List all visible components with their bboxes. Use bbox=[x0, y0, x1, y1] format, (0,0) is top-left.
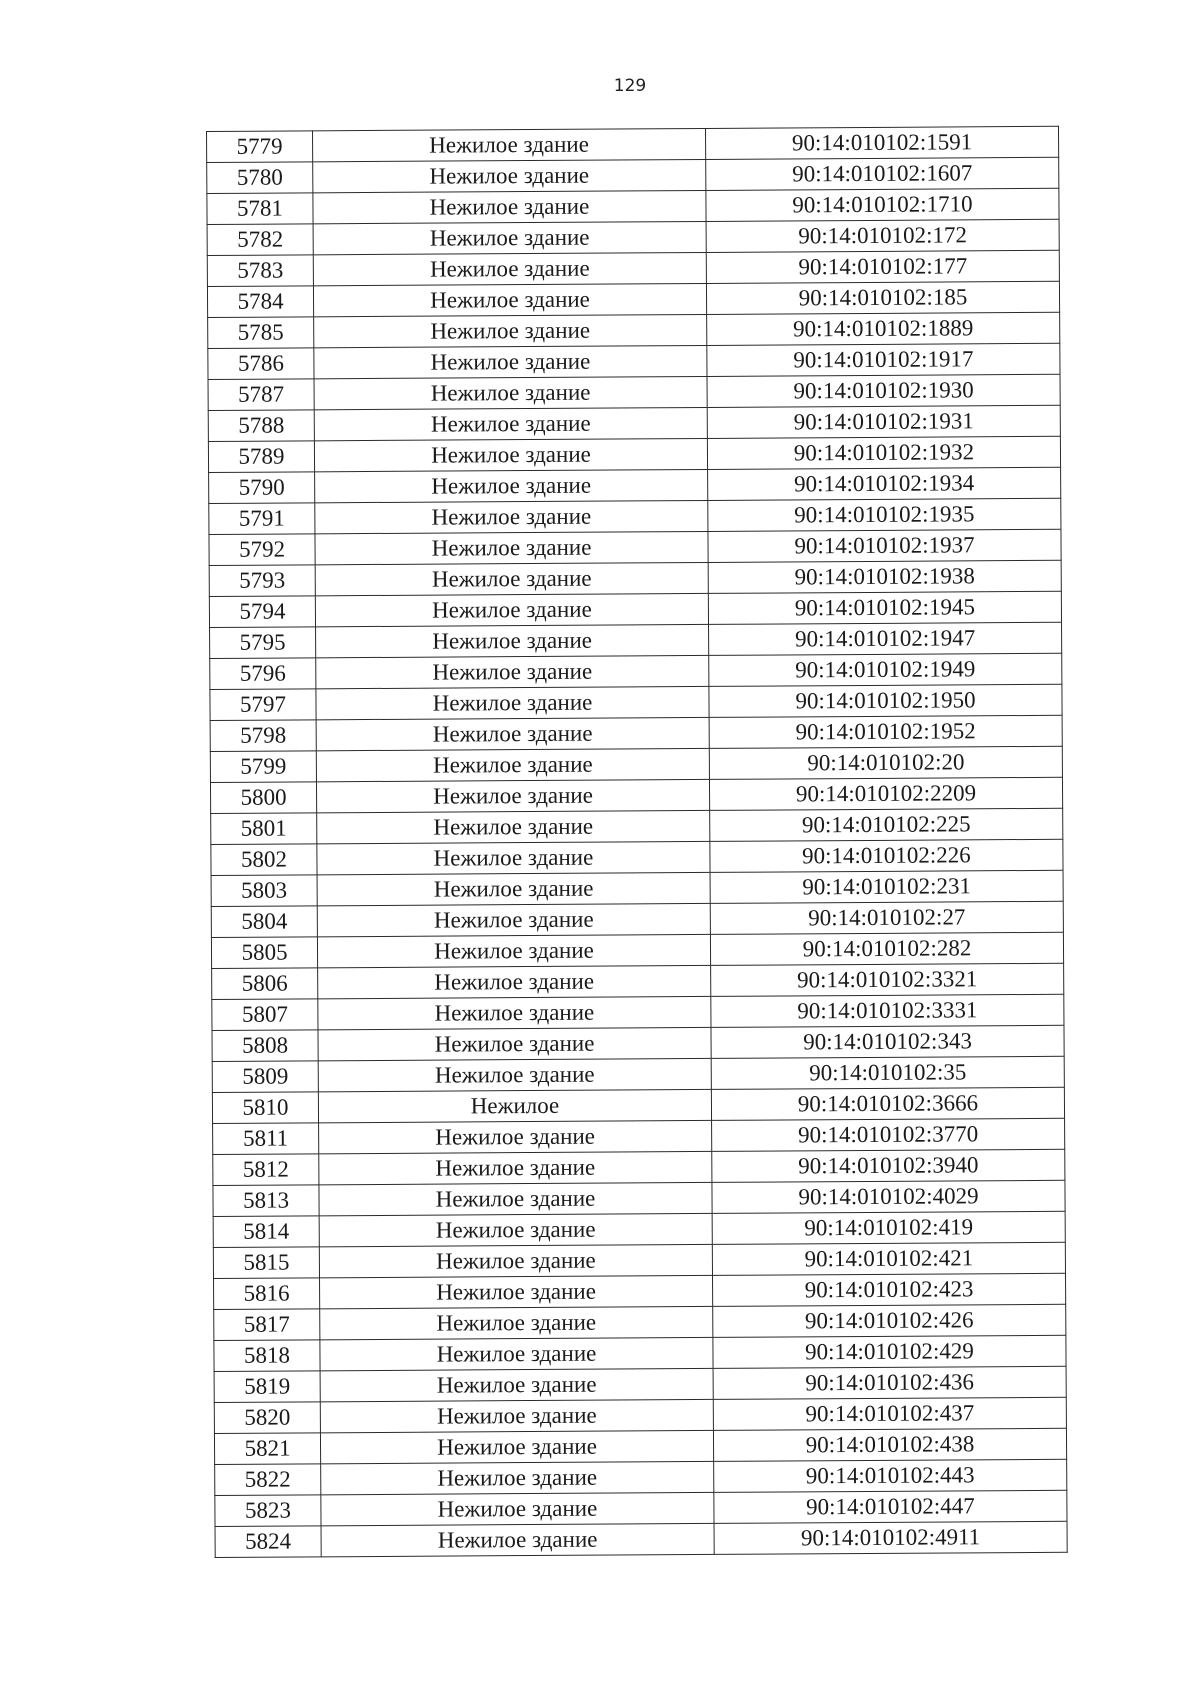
row-number-cell: 5800 bbox=[210, 782, 316, 814]
table-row bbox=[207, 219, 1059, 255]
row-number-cell: 5819 bbox=[214, 1371, 320, 1403]
table-row bbox=[214, 1304, 1066, 1340]
row-number-cell: 5781 bbox=[207, 193, 313, 225]
object-type-cell: Нежилое здание bbox=[315, 469, 708, 502]
table-row bbox=[214, 1273, 1066, 1309]
table-row bbox=[213, 1149, 1065, 1185]
object-type-cell: Нежилое здание bbox=[319, 1213, 712, 1246]
table-row bbox=[207, 157, 1059, 193]
object-type-cell: Нежилое здание bbox=[313, 190, 706, 223]
table-row bbox=[210, 777, 1062, 813]
table-row bbox=[210, 746, 1062, 782]
object-type-cell: Нежилое здание bbox=[315, 593, 708, 626]
row-number-cell: 5810 bbox=[212, 1092, 318, 1124]
page-number: 129 bbox=[613, 76, 647, 96]
object-type-cell: Нежилое здание bbox=[315, 562, 708, 595]
row-number-cell: 5802 bbox=[211, 844, 317, 876]
row-number-cell: 5792 bbox=[209, 534, 315, 566]
row-number-cell: 5796 bbox=[210, 658, 316, 690]
cadastral-number-cell: 90:14:010102:4911 bbox=[714, 1521, 1067, 1554]
object-type-cell: Нежилое здание bbox=[321, 1523, 714, 1556]
object-type-cell: Нежилое здание bbox=[320, 1368, 713, 1401]
row-number-cell: 5794 bbox=[209, 596, 315, 628]
cadastral-number-cell: 90:14:010102:27 bbox=[710, 901, 1063, 934]
object-type-cell: Нежилое здание bbox=[319, 1120, 712, 1153]
object-type-cell: Нежилое здание bbox=[320, 1337, 713, 1370]
table-row bbox=[209, 467, 1061, 503]
row-number-cell: 5799 bbox=[210, 751, 316, 783]
cadastral-number-cell: 90:14:010102:426 bbox=[713, 1304, 1066, 1337]
table-row bbox=[213, 1118, 1065, 1154]
row-number-cell: 5815 bbox=[213, 1247, 319, 1279]
row-number-cell: 5785 bbox=[208, 317, 314, 349]
cadastral-number-cell: 90:14:010102:436 bbox=[713, 1366, 1066, 1399]
object-type-cell: Нежилое здание bbox=[319, 1182, 712, 1215]
object-type-cell: Нежилое здание bbox=[320, 1430, 713, 1463]
row-number-cell: 5795 bbox=[210, 627, 316, 659]
row-number-cell: 5803 bbox=[211, 875, 317, 907]
table-row bbox=[210, 653, 1062, 689]
object-type-cell: Нежилое здание bbox=[317, 903, 710, 936]
property-table bbox=[206, 126, 1068, 1558]
row-number-cell: 5823 bbox=[215, 1495, 321, 1527]
cadastral-number-cell: 90:14:010102:185 bbox=[706, 281, 1059, 314]
cadastral-number-cell: 90:14:010102:1935 bbox=[708, 498, 1061, 531]
row-number-cell: 5812 bbox=[213, 1154, 319, 1186]
table-row bbox=[213, 1180, 1065, 1216]
object-type-cell: Нежилое bbox=[318, 1089, 711, 1122]
object-type-cell: Нежилое здание bbox=[313, 283, 706, 316]
row-number-cell: 5822 bbox=[215, 1464, 321, 1496]
table-row bbox=[212, 1056, 1064, 1092]
row-number-cell: 5818 bbox=[214, 1340, 320, 1372]
table-row bbox=[214, 1366, 1066, 1402]
row-number-cell: 5821 bbox=[214, 1433, 320, 1465]
cadastral-number-cell: 90:14:010102:2209 bbox=[709, 777, 1062, 810]
object-type-cell: Нежилое здание bbox=[313, 159, 706, 192]
object-type-cell: Нежилое здание bbox=[316, 779, 709, 812]
row-number-cell: 5813 bbox=[213, 1185, 319, 1217]
cadastral-number-cell: 90:14:010102:3940 bbox=[712, 1149, 1065, 1182]
cadastral-number-cell: 90:14:010102:343 bbox=[711, 1025, 1064, 1058]
row-number-cell: 5824 bbox=[215, 1526, 321, 1558]
row-number-cell: 5806 bbox=[212, 968, 318, 1000]
object-type-cell: Нежилое здание bbox=[317, 810, 710, 843]
object-type-cell: Нежилое здание bbox=[317, 841, 710, 874]
row-number-cell: 5787 bbox=[208, 379, 314, 411]
table-row bbox=[212, 963, 1064, 999]
cadastral-number-cell: 90:14:010102:3331 bbox=[711, 994, 1064, 1027]
cadastral-number-cell: 90:14:010102:437 bbox=[713, 1397, 1066, 1430]
cadastral-number-cell: 90:14:010102:1945 bbox=[708, 591, 1061, 624]
cadastral-number-cell: 90:14:010102:1949 bbox=[709, 653, 1062, 686]
table-row bbox=[209, 529, 1061, 565]
object-type-cell: Нежилое здание bbox=[315, 500, 708, 533]
cadastral-number-cell: 90:14:010102:1930 bbox=[707, 374, 1060, 407]
table-row bbox=[209, 560, 1061, 596]
object-type-cell: Нежилое здание bbox=[315, 531, 708, 564]
cadastral-number-cell: 90:14:010102:1591 bbox=[705, 126, 1058, 159]
row-number-cell: 5784 bbox=[207, 286, 313, 318]
object-type-cell: Нежилое здание bbox=[320, 1399, 713, 1432]
table-row bbox=[213, 1242, 1065, 1278]
table-row bbox=[214, 1428, 1066, 1464]
object-type-cell: Нежилое здание bbox=[316, 717, 709, 750]
cadastral-number-cell: 90:14:010102:1934 bbox=[708, 467, 1061, 500]
object-type-cell: Нежилое здание bbox=[320, 1275, 713, 1308]
cadastral-number-cell: 90:14:010102:1917 bbox=[707, 343, 1060, 376]
table-row bbox=[209, 498, 1061, 534]
object-type-cell: Нежилое здание bbox=[314, 345, 707, 378]
row-number-cell: 5809 bbox=[212, 1061, 318, 1093]
table-row bbox=[207, 126, 1059, 162]
table-row bbox=[207, 188, 1059, 224]
object-type-cell: Нежилое здание bbox=[313, 252, 706, 285]
cadastral-number-cell: 90:14:010102:1710 bbox=[706, 188, 1059, 221]
table-row bbox=[211, 901, 1063, 937]
table-row bbox=[211, 808, 1063, 844]
table-body bbox=[207, 126, 1068, 1557]
cadastral-number-cell: 90:14:010102:1889 bbox=[707, 312, 1060, 345]
cadastral-number-cell: 90:14:010102:1938 bbox=[708, 560, 1061, 593]
table-row bbox=[209, 591, 1061, 627]
table-row bbox=[211, 932, 1063, 968]
row-number-cell: 5788 bbox=[208, 410, 314, 442]
cadastral-number-cell: 90:14:010102:438 bbox=[713, 1428, 1066, 1461]
row-number-cell: 5780 bbox=[207, 162, 313, 194]
cadastral-number-cell: 90:14:010102:423 bbox=[713, 1273, 1066, 1306]
row-number-cell: 5814 bbox=[213, 1216, 319, 1248]
row-number-cell: 5798 bbox=[210, 720, 316, 752]
cadastral-number-cell: 90:14:010102:1950 bbox=[709, 684, 1062, 717]
row-number-cell: 5804 bbox=[211, 906, 317, 938]
row-number-cell: 5817 bbox=[214, 1309, 320, 1341]
table-row bbox=[212, 994, 1064, 1030]
table-row bbox=[207, 250, 1059, 286]
cadastral-number-cell: 90:14:010102:20 bbox=[709, 746, 1062, 779]
table-row bbox=[212, 1087, 1064, 1123]
cadastral-number-cell: 90:14:010102:447 bbox=[714, 1490, 1067, 1523]
row-number-cell: 5789 bbox=[208, 441, 314, 473]
cadastral-number-cell: 90:14:010102:1932 bbox=[707, 436, 1060, 469]
object-type-cell: Нежилое здание bbox=[318, 1027, 711, 1060]
object-type-cell: Нежилое здание bbox=[316, 624, 709, 657]
cadastral-number-cell: 90:14:010102:172 bbox=[706, 219, 1059, 252]
table-row bbox=[215, 1521, 1067, 1557]
table-row bbox=[208, 343, 1060, 379]
cadastral-number-cell: 90:14:010102:3666 bbox=[711, 1087, 1064, 1120]
cadastral-number-cell: 90:14:010102:177 bbox=[706, 250, 1059, 283]
object-type-cell: Нежилое здание bbox=[318, 996, 711, 1029]
table-row bbox=[211, 839, 1063, 875]
object-type-cell: Нежилое здание bbox=[314, 314, 707, 347]
table-row bbox=[210, 684, 1062, 720]
table-row bbox=[208, 405, 1060, 441]
row-number-cell: 5808 bbox=[212, 1030, 318, 1062]
cadastral-number-cell: 90:14:010102:421 bbox=[712, 1242, 1065, 1275]
table-row bbox=[210, 715, 1062, 751]
object-type-cell: Нежилое здание bbox=[314, 376, 707, 409]
object-type-cell: Нежилое здание bbox=[317, 872, 710, 905]
object-type-cell: Нежилое здание bbox=[317, 934, 710, 967]
table-row bbox=[215, 1490, 1067, 1526]
cadastral-number-cell: 90:14:010102:282 bbox=[710, 932, 1063, 965]
row-number-cell: 5811 bbox=[213, 1123, 319, 1155]
row-number-cell: 5786 bbox=[208, 348, 314, 380]
table-row bbox=[208, 436, 1060, 472]
row-number-cell: 5801 bbox=[211, 813, 317, 845]
cadastral-number-cell: 90:14:010102:1607 bbox=[706, 157, 1059, 190]
object-type-cell: Нежилое здание bbox=[314, 407, 707, 440]
object-type-cell: Нежилое здание bbox=[318, 965, 711, 998]
object-type-cell: Нежилое здание bbox=[313, 128, 706, 161]
object-type-cell: Нежилое здание bbox=[316, 748, 709, 781]
table-row bbox=[213, 1211, 1065, 1247]
cadastral-number-cell: 90:14:010102:35 bbox=[711, 1056, 1064, 1089]
cadastral-number-cell: 90:14:010102:3321 bbox=[711, 963, 1064, 996]
row-number-cell: 5807 bbox=[212, 999, 318, 1031]
cadastral-number-cell: 90:14:010102:443 bbox=[714, 1459, 1067, 1492]
row-number-cell: 5783 bbox=[207, 255, 313, 287]
cadastral-number-cell: 90:14:010102:1947 bbox=[709, 622, 1062, 655]
object-type-cell: Нежилое здание bbox=[319, 1244, 712, 1277]
object-type-cell: Нежилое здание bbox=[318, 1058, 711, 1091]
object-type-cell: Нежилое здание bbox=[319, 1151, 712, 1184]
cadastral-number-cell: 90:14:010102:1937 bbox=[708, 529, 1061, 562]
object-type-cell: Нежилое здание bbox=[316, 686, 709, 719]
cadastral-number-cell: 90:14:010102:429 bbox=[713, 1335, 1066, 1368]
object-type-cell: Нежилое здание bbox=[314, 438, 707, 471]
object-type-cell: Нежилое здание bbox=[313, 221, 706, 254]
object-type-cell: Нежилое здание bbox=[321, 1492, 714, 1525]
row-number-cell: 5797 bbox=[210, 689, 316, 721]
table-row bbox=[207, 281, 1059, 317]
cadastral-number-cell: 90:14:010102:1952 bbox=[709, 715, 1062, 748]
cadastral-number-cell: 90:14:010102:225 bbox=[710, 808, 1063, 841]
table-row bbox=[212, 1025, 1064, 1061]
table-row bbox=[215, 1459, 1067, 1495]
table-row bbox=[210, 622, 1062, 658]
table-row bbox=[211, 870, 1063, 906]
row-number-cell: 5816 bbox=[214, 1278, 320, 1310]
row-number-cell: 5805 bbox=[211, 937, 317, 969]
object-type-cell: Нежилое здание bbox=[316, 655, 709, 688]
cadastral-number-cell: 90:14:010102:4029 bbox=[712, 1180, 1065, 1213]
table-row bbox=[214, 1397, 1066, 1433]
cadastral-number-cell: 90:14:010102:231 bbox=[710, 870, 1063, 903]
row-number-cell: 5779 bbox=[207, 131, 313, 163]
row-number-cell: 5791 bbox=[209, 503, 315, 535]
object-type-cell: Нежилое здание bbox=[321, 1461, 714, 1494]
row-number-cell: 5790 bbox=[209, 472, 315, 504]
cadastral-number-cell: 90:14:010102:3770 bbox=[712, 1118, 1065, 1151]
table-row bbox=[208, 374, 1060, 410]
row-number-cell: 5782 bbox=[207, 224, 313, 256]
cadastral-number-cell: 90:14:010102:1931 bbox=[707, 405, 1060, 438]
object-type-cell: Нежилое здание bbox=[320, 1306, 713, 1339]
cadastral-number-cell: 90:14:010102:226 bbox=[710, 839, 1063, 872]
row-number-cell: 5793 bbox=[209, 565, 315, 597]
row-number-cell: 5820 bbox=[214, 1402, 320, 1434]
cadastral-number-cell: 90:14:010102:419 bbox=[712, 1211, 1065, 1244]
table-row bbox=[208, 312, 1060, 348]
table-row bbox=[214, 1335, 1066, 1371]
